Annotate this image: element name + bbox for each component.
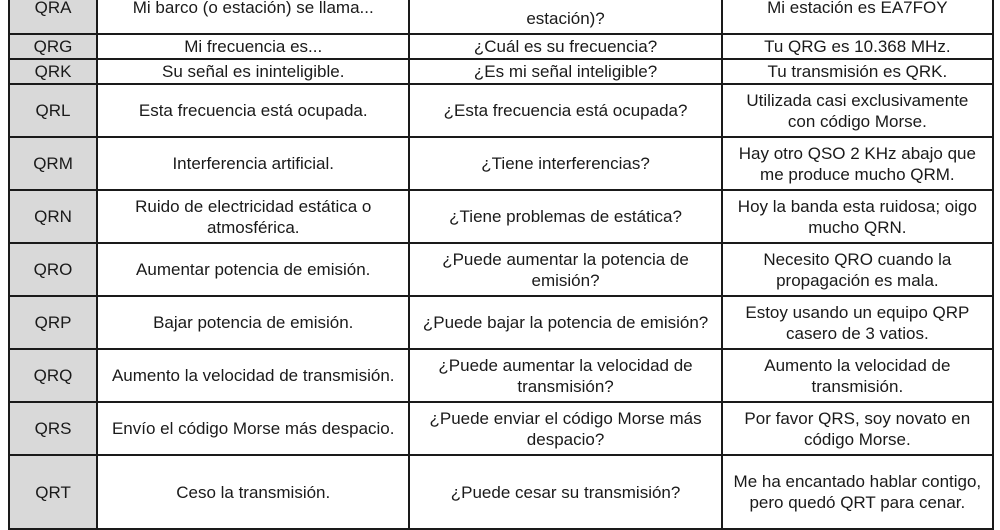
question-cell: ¿Tiene interferencias? [409,137,721,190]
table-row [9,190,993,243]
example-cell: Hay otro QSO 2 KHz abajo que me produce mucho QRM. [722,137,993,190]
code-cell: QRS [9,402,97,455]
code-cell: QRT [9,455,97,529]
question-cell: ¿Puede cesar su transmisión? [409,455,721,529]
code-cell: QRA [9,0,97,34]
table-row [9,455,993,529]
example-cell: Tu transmisión es QRK. [722,59,993,84]
meaning-cell: Mi frecuencia es... [97,34,409,59]
table-row [9,296,993,349]
question-cell: ¿Puede bajar la potencia de emisión? [409,296,721,349]
code-cell: QRP [9,296,97,349]
meaning-cell: Aumento la velocidad de transmisión. [97,349,409,402]
question-cell: ¿Puede aumentar la potencia de emisión? [409,243,721,296]
table-row [9,243,993,296]
example-cell: Estoy usando un equipo QRP casero de 3 vatios. [722,296,993,349]
example-cell: Aumento la velocidad de transmisión. [722,349,993,402]
example-cell: Me ha encantado hablar contigo, pero quedó QRT para cenar. [722,455,993,529]
question-cell: ¿Esta frecuencia está ocupada? [409,84,721,137]
meaning-cell: Esta frecuencia está ocupada. [97,84,409,137]
table-row [9,0,993,34]
meaning-cell: Aumentar potencia de emisión. [97,243,409,296]
question-cell: ¿Cuál es su frecuencia? [409,34,721,59]
table-row [9,84,993,137]
example-cell: Por favor QRS, soy novato en código Morse. [722,402,993,455]
question-cell: ¿Puede aumentar la velocidad de transmisión? [409,349,721,402]
question-cell: estación)? [409,0,721,34]
meaning-cell: Interferencia artificial. [97,137,409,190]
table-row [9,34,993,59]
meaning-cell: Su señal es ininteligible. [97,59,409,84]
meaning-cell: Envío el código Morse más despacio. [97,402,409,455]
code-cell: QRG [9,34,97,59]
meaning-cell: Mi barco (o estación) se llama... [97,0,409,34]
example-cell: Hoy la banda esta ruidosa; oigo mucho QRN. [722,190,993,243]
code-cell: QRK [9,59,97,84]
example-cell: Tu QRG es 10.368 MHz. [722,34,993,59]
table-row [9,137,993,190]
example-cell: Necesito QRO cuando la propagación es mala. [722,243,993,296]
example-cell: Utilizada casi exclusivamente con código Morse. [722,84,993,137]
example-cell: Mi estación es EA7FOY [722,0,993,34]
question-cell: ¿Puede enviar el código Morse más despacio? [409,402,721,455]
table-row [9,59,993,84]
table-row [9,402,993,455]
meaning-cell: Ruido de electricidad estática o atmosférica. [97,190,409,243]
code-cell: QRQ [9,349,97,402]
question-cell: ¿Tiene problemas de estática? [409,190,721,243]
code-cell: QRM [9,137,97,190]
question-cell: ¿Es mi señal inteligible? [409,59,721,84]
code-cell: QRN [9,190,97,243]
table-row [9,349,993,402]
q-code-table [8,0,994,530]
code-cell: QRL [9,84,97,137]
code-cell: QRO [9,243,97,296]
meaning-cell: Ceso la transmisión. [97,455,409,529]
meaning-cell: Bajar potencia de emisión. [97,296,409,349]
